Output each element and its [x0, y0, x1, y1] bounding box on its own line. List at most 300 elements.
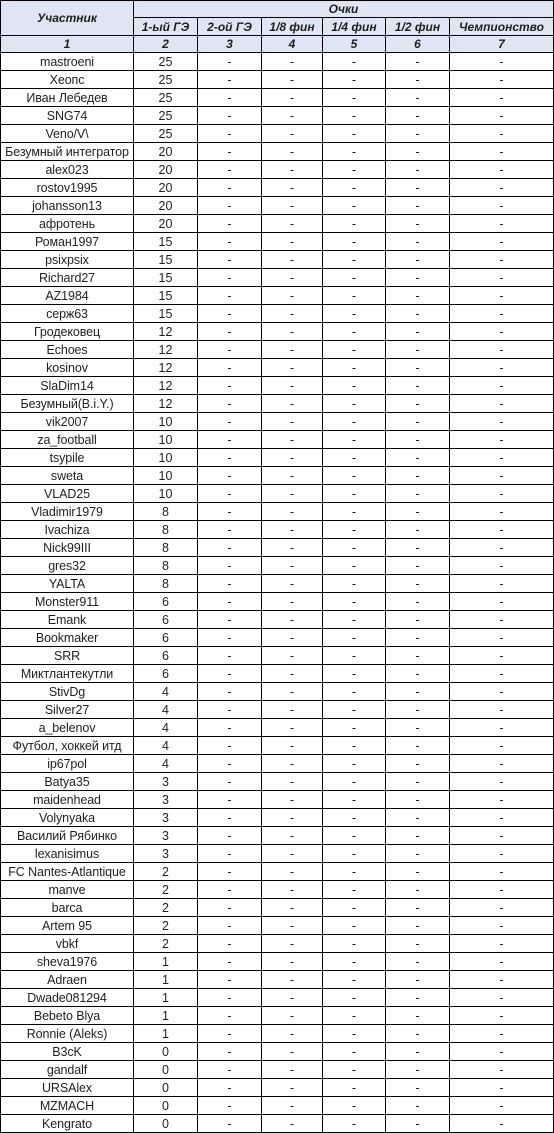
empty-points-cell: -	[262, 647, 323, 665]
table-row	[1, 143, 554, 161]
participant-name: серж63	[1, 305, 134, 323]
empty-points-cell: -	[262, 989, 323, 1007]
table-row	[1, 755, 554, 773]
stage1-points: 15	[134, 287, 198, 305]
table-row	[1, 953, 554, 971]
empty-points-cell: -	[262, 917, 323, 935]
empty-points-cell: -	[323, 1007, 386, 1025]
empty-points-cell: -	[323, 1079, 386, 1097]
empty-points-cell: -	[198, 89, 262, 107]
empty-points-cell: -	[198, 899, 262, 917]
empty-points-cell: -	[386, 485, 450, 503]
empty-points-cell: -	[262, 287, 323, 305]
table-row	[1, 359, 554, 377]
empty-points-cell: -	[386, 863, 450, 881]
stage1-points: 6	[134, 629, 198, 647]
participant-name: SNG74	[1, 107, 134, 125]
empty-points-cell: -	[386, 233, 450, 251]
empty-points-cell: -	[262, 341, 323, 359]
participant-name: Artem 95	[1, 917, 134, 935]
empty-points-cell: -	[450, 107, 554, 125]
empty-points-cell: -	[450, 665, 554, 683]
participant-name: Безумный(B.i.Y.)	[1, 395, 134, 413]
empty-points-cell: -	[450, 359, 554, 377]
empty-points-cell: -	[262, 1061, 323, 1079]
participant-name: kosinov	[1, 359, 134, 377]
empty-points-cell: -	[323, 755, 386, 773]
stage1-points: 4	[134, 719, 198, 737]
empty-points-cell: -	[450, 917, 554, 935]
participant-name: Silver27	[1, 701, 134, 719]
empty-points-cell: -	[262, 269, 323, 287]
empty-points-cell: -	[450, 1007, 554, 1025]
empty-points-cell: -	[450, 251, 554, 269]
participant-name: Adraen	[1, 971, 134, 989]
empty-points-cell: -	[262, 179, 323, 197]
participant-name: maidenhead	[1, 791, 134, 809]
stage1-points: 15	[134, 233, 198, 251]
table-row	[1, 215, 554, 233]
table-row	[1, 1061, 554, 1079]
empty-points-cell: -	[323, 791, 386, 809]
empty-points-cell: -	[450, 881, 554, 899]
column-header: 1/8 фин	[262, 18, 323, 36]
empty-points-cell: -	[450, 233, 554, 251]
empty-points-cell: -	[450, 971, 554, 989]
empty-points-cell: -	[198, 125, 262, 143]
empty-points-cell: -	[262, 1115, 323, 1133]
empty-points-cell: -	[198, 575, 262, 593]
table-row	[1, 323, 554, 341]
stage1-points: 25	[134, 89, 198, 107]
column-number: 2	[134, 36, 198, 53]
participant-name: Monster911	[1, 593, 134, 611]
participant-name: Иван Лебедев	[1, 89, 134, 107]
empty-points-cell: -	[386, 179, 450, 197]
table-row	[1, 377, 554, 395]
empty-points-cell: -	[323, 467, 386, 485]
table-row	[1, 863, 554, 881]
empty-points-cell: -	[323, 143, 386, 161]
table-row	[1, 719, 554, 737]
empty-points-cell: -	[198, 665, 262, 683]
empty-points-cell: -	[198, 647, 262, 665]
empty-points-cell: -	[198, 1097, 262, 1115]
empty-points-cell: -	[323, 287, 386, 305]
empty-points-cell: -	[323, 845, 386, 863]
empty-points-cell: -	[198, 809, 262, 827]
empty-points-cell: -	[386, 719, 450, 737]
stage1-points: 20	[134, 215, 198, 233]
participant-name: StivDg	[1, 683, 134, 701]
empty-points-cell: -	[323, 809, 386, 827]
table-row	[1, 467, 554, 485]
empty-points-cell: -	[262, 377, 323, 395]
empty-points-cell: -	[323, 899, 386, 917]
empty-points-cell: -	[386, 521, 450, 539]
empty-points-cell: -	[262, 359, 323, 377]
empty-points-cell: -	[386, 629, 450, 647]
empty-points-cell: -	[386, 359, 450, 377]
empty-points-cell: -	[450, 161, 554, 179]
empty-points-cell: -	[386, 1025, 450, 1043]
empty-points-cell: -	[323, 449, 386, 467]
stage1-points: 3	[134, 791, 198, 809]
empty-points-cell: -	[450, 287, 554, 305]
stage1-points: 12	[134, 341, 198, 359]
empty-points-cell: -	[198, 881, 262, 899]
empty-points-cell: -	[323, 1025, 386, 1043]
empty-points-cell: -	[450, 215, 554, 233]
table-row	[1, 881, 554, 899]
empty-points-cell: -	[323, 683, 386, 701]
table-row	[1, 1115, 554, 1133]
table-row	[1, 557, 554, 575]
empty-points-cell: -	[450, 1097, 554, 1115]
empty-points-cell: -	[198, 755, 262, 773]
empty-points-cell: -	[386, 701, 450, 719]
empty-points-cell: -	[323, 935, 386, 953]
empty-points-cell: -	[450, 575, 554, 593]
empty-points-cell: -	[323, 575, 386, 593]
stage1-points: 12	[134, 323, 198, 341]
participant-name: rostov1995	[1, 179, 134, 197]
table-row	[1, 971, 554, 989]
table-row	[1, 539, 554, 557]
empty-points-cell: -	[198, 359, 262, 377]
column-number: 1	[1, 36, 134, 53]
empty-points-cell: -	[323, 431, 386, 449]
stage1-points: 20	[134, 143, 198, 161]
empty-points-cell: -	[450, 989, 554, 1007]
empty-points-cell: -	[262, 251, 323, 269]
empty-points-cell: -	[323, 251, 386, 269]
empty-points-cell: -	[198, 377, 262, 395]
table-row	[1, 395, 554, 413]
empty-points-cell: -	[386, 593, 450, 611]
empty-points-cell: -	[323, 215, 386, 233]
empty-points-cell: -	[386, 161, 450, 179]
table-row	[1, 71, 554, 89]
stage1-points: 8	[134, 557, 198, 575]
empty-points-cell: -	[323, 485, 386, 503]
participant-name: vbkf	[1, 935, 134, 953]
empty-points-cell: -	[262, 449, 323, 467]
empty-points-cell: -	[450, 125, 554, 143]
participant-name: Василий Рябинко	[1, 827, 134, 845]
empty-points-cell: -	[386, 71, 450, 89]
stage1-points: 1	[134, 953, 198, 971]
empty-points-cell: -	[323, 125, 386, 143]
table-row	[1, 791, 554, 809]
empty-points-cell: -	[323, 539, 386, 557]
participant-name: Безумный интегратор	[1, 143, 134, 161]
empty-points-cell: -	[323, 557, 386, 575]
empty-points-cell: -	[198, 143, 262, 161]
participant-name: manve	[1, 881, 134, 899]
participant-name: sweta	[1, 467, 134, 485]
table-row	[1, 1043, 554, 1061]
empty-points-cell: -	[386, 647, 450, 665]
empty-points-cell: -	[323, 377, 386, 395]
participant-name: Bebeto Blya	[1, 1007, 134, 1025]
empty-points-cell: -	[386, 575, 450, 593]
empty-points-cell: -	[323, 521, 386, 539]
empty-points-cell: -	[450, 557, 554, 575]
stage1-points: 8	[134, 521, 198, 539]
empty-points-cell: -	[323, 629, 386, 647]
table-row	[1, 89, 554, 107]
table-row	[1, 1079, 554, 1097]
empty-points-cell: -	[198, 1079, 262, 1097]
empty-points-cell: -	[386, 467, 450, 485]
empty-points-cell: -	[323, 611, 386, 629]
table-row	[1, 233, 554, 251]
empty-points-cell: -	[262, 467, 323, 485]
empty-points-cell: -	[262, 881, 323, 899]
stage1-points: 10	[134, 431, 198, 449]
empty-points-cell: -	[198, 161, 262, 179]
table-row	[1, 611, 554, 629]
empty-points-cell: -	[323, 719, 386, 737]
stage1-points: 0	[134, 1061, 198, 1079]
empty-points-cell: -	[323, 503, 386, 521]
participant-name: mastroeni	[1, 53, 134, 71]
stage1-points: 12	[134, 395, 198, 413]
empty-points-cell: -	[450, 629, 554, 647]
table-row	[1, 989, 554, 1007]
stage1-points: 4	[134, 701, 198, 719]
table-row	[1, 665, 554, 683]
empty-points-cell: -	[386, 305, 450, 323]
empty-points-cell: -	[450, 413, 554, 431]
empty-points-cell: -	[262, 53, 323, 71]
participant-name: sheva1976	[1, 953, 134, 971]
empty-points-cell: -	[198, 845, 262, 863]
empty-points-cell: -	[198, 503, 262, 521]
participant-name: tsypile	[1, 449, 134, 467]
empty-points-cell: -	[323, 89, 386, 107]
empty-points-cell: -	[450, 503, 554, 521]
table-row	[1, 485, 554, 503]
stage1-points: 8	[134, 503, 198, 521]
column-header: 1/4 фин	[323, 18, 386, 36]
column-header: 2-ой ГЭ	[198, 18, 262, 36]
participant-name: SlaDim14	[1, 377, 134, 395]
stage1-points: 2	[134, 881, 198, 899]
table-row	[1, 683, 554, 701]
empty-points-cell: -	[450, 467, 554, 485]
participant-name: barca	[1, 899, 134, 917]
empty-points-cell: -	[198, 251, 262, 269]
empty-points-cell: -	[386, 935, 450, 953]
empty-points-cell: -	[262, 431, 323, 449]
empty-points-cell: -	[386, 341, 450, 359]
empty-points-cell: -	[198, 593, 262, 611]
empty-points-cell: -	[262, 1097, 323, 1115]
participant-name: Гродековец	[1, 323, 134, 341]
empty-points-cell: -	[386, 827, 450, 845]
stage1-points: 0	[134, 1079, 198, 1097]
empty-points-cell: -	[386, 557, 450, 575]
empty-points-cell: -	[450, 323, 554, 341]
empty-points-cell: -	[386, 989, 450, 1007]
standings-body	[1, 53, 554, 1133]
table-row	[1, 1097, 554, 1115]
empty-points-cell: -	[386, 1007, 450, 1025]
table-row	[1, 845, 554, 863]
participant-name: ip67pol	[1, 755, 134, 773]
empty-points-cell: -	[323, 179, 386, 197]
empty-points-cell: -	[386, 881, 450, 899]
empty-points-cell: -	[386, 791, 450, 809]
empty-points-cell: -	[450, 737, 554, 755]
stage1-points: 20	[134, 179, 198, 197]
stage1-points: 4	[134, 737, 198, 755]
empty-points-cell: -	[450, 845, 554, 863]
empty-points-cell: -	[386, 269, 450, 287]
empty-points-cell: -	[450, 1025, 554, 1043]
empty-points-cell: -	[198, 521, 262, 539]
empty-points-cell: -	[450, 1043, 554, 1061]
empty-points-cell: -	[323, 359, 386, 377]
stage1-points: 2	[134, 863, 198, 881]
empty-points-cell: -	[198, 1025, 262, 1043]
empty-points-cell: -	[386, 899, 450, 917]
empty-points-cell: -	[262, 935, 323, 953]
participant-name: VLAD25	[1, 485, 134, 503]
empty-points-cell: -	[198, 773, 262, 791]
empty-points-cell: -	[450, 197, 554, 215]
empty-points-cell: -	[386, 395, 450, 413]
empty-points-cell: -	[323, 233, 386, 251]
participant-name: johansson13	[1, 197, 134, 215]
empty-points-cell: -	[198, 233, 262, 251]
empty-points-cell: -	[323, 593, 386, 611]
empty-points-cell: -	[198, 323, 262, 341]
empty-points-cell: -	[262, 557, 323, 575]
participant-name: Ivachiza	[1, 521, 134, 539]
empty-points-cell: -	[198, 53, 262, 71]
empty-points-cell: -	[450, 143, 554, 161]
empty-points-cell: -	[262, 971, 323, 989]
empty-points-cell: -	[386, 971, 450, 989]
table-row	[1, 629, 554, 647]
empty-points-cell: -	[198, 1061, 262, 1079]
empty-points-cell: -	[262, 773, 323, 791]
participant-name: Dwade081294	[1, 989, 134, 1007]
empty-points-cell: -	[262, 1079, 323, 1097]
empty-points-cell: -	[198, 791, 262, 809]
empty-points-cell: -	[262, 503, 323, 521]
empty-points-cell: -	[450, 341, 554, 359]
table-row	[1, 593, 554, 611]
empty-points-cell: -	[450, 1079, 554, 1097]
stage1-points: 2	[134, 899, 198, 917]
points-header: Очки	[134, 1, 554, 18]
stage1-points: 0	[134, 1097, 198, 1115]
empty-points-cell: -	[198, 215, 262, 233]
empty-points-cell: -	[262, 701, 323, 719]
participant-name: Bookmaker	[1, 629, 134, 647]
empty-points-cell: -	[262, 233, 323, 251]
stage1-points: 20	[134, 197, 198, 215]
empty-points-cell: -	[262, 809, 323, 827]
empty-points-cell: -	[323, 665, 386, 683]
empty-points-cell: -	[198, 1115, 262, 1133]
participant-name: Ronnie (Aleks)	[1, 1025, 134, 1043]
empty-points-cell: -	[198, 305, 262, 323]
empty-points-cell: -	[450, 593, 554, 611]
table-row	[1, 917, 554, 935]
empty-points-cell: -	[386, 287, 450, 305]
stage1-points: 25	[134, 71, 198, 89]
participant-name: Vladimir1979	[1, 503, 134, 521]
participant-name: Emank	[1, 611, 134, 629]
empty-points-cell: -	[262, 107, 323, 125]
empty-points-cell: -	[262, 665, 323, 683]
stage1-points: 25	[134, 53, 198, 71]
table-row	[1, 737, 554, 755]
empty-points-cell: -	[323, 827, 386, 845]
empty-points-cell: -	[323, 1061, 386, 1079]
stage1-points: 4	[134, 755, 198, 773]
empty-points-cell: -	[262, 89, 323, 107]
table-row	[1, 575, 554, 593]
empty-points-cell: -	[198, 71, 262, 89]
table-row	[1, 305, 554, 323]
participant-name: Richard27	[1, 269, 134, 287]
table-row	[1, 125, 554, 143]
participant-name: gandalf	[1, 1061, 134, 1079]
empty-points-cell: -	[262, 215, 323, 233]
empty-points-cell: -	[450, 809, 554, 827]
column-header: 1-ый ГЭ	[134, 18, 198, 36]
empty-points-cell: -	[198, 971, 262, 989]
table-row	[1, 431, 554, 449]
empty-points-cell: -	[198, 611, 262, 629]
empty-points-cell: -	[450, 935, 554, 953]
column-number: 7	[450, 36, 554, 53]
empty-points-cell: -	[386, 1061, 450, 1079]
table-row	[1, 161, 554, 179]
empty-points-cell: -	[386, 503, 450, 521]
empty-points-cell: -	[198, 935, 262, 953]
empty-points-cell: -	[450, 1115, 554, 1133]
empty-points-cell: -	[198, 953, 262, 971]
table-row	[1, 1025, 554, 1043]
empty-points-cell: -	[262, 395, 323, 413]
empty-points-cell: -	[450, 269, 554, 287]
empty-points-cell: -	[198, 737, 262, 755]
participant-name: SRR	[1, 647, 134, 665]
empty-points-cell: -	[198, 395, 262, 413]
empty-points-cell: -	[386, 809, 450, 827]
empty-points-cell: -	[262, 539, 323, 557]
empty-points-cell: -	[198, 413, 262, 431]
empty-points-cell: -	[323, 953, 386, 971]
empty-points-cell: -	[386, 323, 450, 341]
empty-points-cell: -	[262, 593, 323, 611]
empty-points-cell: -	[386, 215, 450, 233]
participant-name: Echoes	[1, 341, 134, 359]
column-number: 4	[262, 36, 323, 53]
stage1-points: 3	[134, 773, 198, 791]
empty-points-cell: -	[262, 611, 323, 629]
empty-points-cell: -	[386, 539, 450, 557]
empty-points-cell: -	[198, 863, 262, 881]
empty-points-cell: -	[262, 1043, 323, 1061]
